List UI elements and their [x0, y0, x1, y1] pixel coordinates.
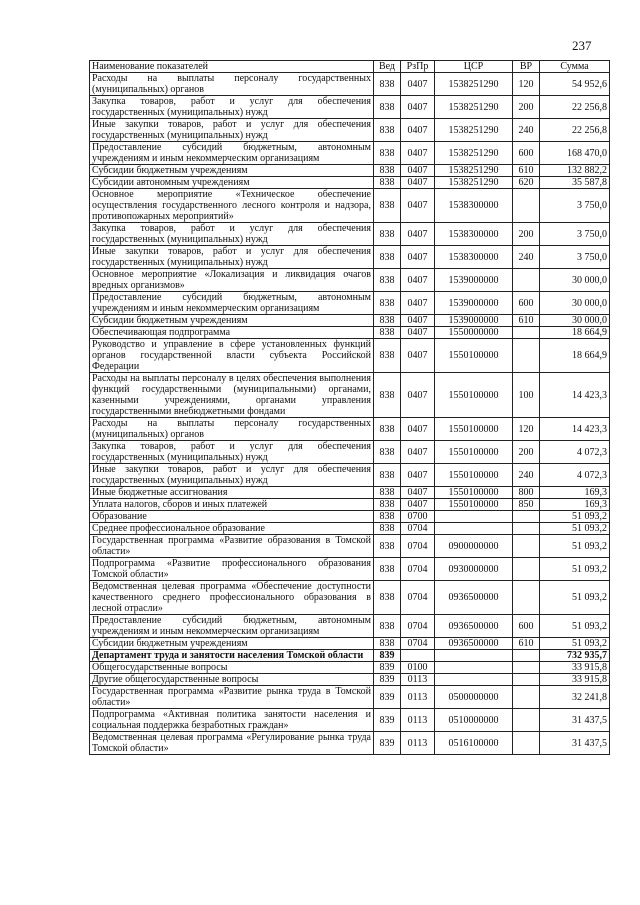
row-csr-cell: [435, 674, 513, 686]
row-name-cell: Субсидии бюджетным учреждениям: [90, 165, 374, 177]
row-name-cell: Субсидии бюджетным учреждениям: [90, 638, 374, 650]
table-row: [90, 246, 610, 269]
row-name-cell: Закупка товаров, работ и услуг для обеспечения государственных (муниципальных) нужд: [90, 223, 374, 246]
table-row: [90, 269, 610, 292]
row-vr-cell: 120: [513, 73, 540, 96]
table-row: [90, 709, 610, 732]
row-vr-cell: 610: [513, 165, 540, 177]
table-row: [90, 511, 610, 523]
row-vr-cell: [513, 339, 540, 373]
row-name-cell: Подпрограмма «Развитие профессионального образования Томской области»: [90, 558, 374, 581]
row-rzpr-cell: 0407: [401, 499, 435, 511]
row-rzpr-cell: 0407: [401, 418, 435, 441]
row-name-cell: Основное мероприятие «Техническое обеспечение осуществления государственного лесного контроля и надзора, противопожарных мероприятий»: [90, 189, 374, 223]
row-name-cell: Расходы на выплаты персоналу государственных (муниципальных) органов: [90, 418, 374, 441]
row-name-cell: Иные бюджетные ассигнования: [90, 487, 374, 499]
row-rzpr-cell: 0407: [401, 119, 435, 142]
table-row: [90, 732, 610, 755]
row-vr-cell: [513, 189, 540, 223]
row-sum-cell: 22 256,8: [540, 119, 610, 142]
row-ved-cell: 838: [374, 119, 401, 142]
row-rzpr-cell: 0407: [401, 292, 435, 315]
budget-table: [89, 60, 610, 755]
row-ved-cell: 838: [374, 327, 401, 339]
row-csr-cell: 1538251290: [435, 119, 513, 142]
row-name-cell: Расходы на выплаты персоналу в целях обеспечения выполнения функций государственными (муниципальными) органами, казенными учреждениями, органами управления государственными внебюджетными фондами: [90, 373, 374, 418]
row-vr-cell: [513, 511, 540, 523]
row-ved-cell: 839: [374, 674, 401, 686]
row-ved-cell: 838: [374, 315, 401, 327]
row-sum-cell: 33 915,8: [540, 674, 610, 686]
row-sum-cell: 169,3: [540, 487, 610, 499]
row-csr-cell: 1538251290: [435, 96, 513, 119]
header-name: Наименование показателей: [90, 61, 374, 73]
row-sum-cell: 14 423,3: [540, 418, 610, 441]
row-sum-cell: 18 664,9: [540, 339, 610, 373]
table-row: [90, 119, 610, 142]
row-name-cell: Закупка товаров, работ и услуг для обеспечения государственных (муниципальных) нужд: [90, 441, 374, 464]
row-rzpr-cell: 0407: [401, 373, 435, 418]
row-sum-cell: 30 000,0: [540, 292, 610, 315]
row-rzpr-cell: 0407: [401, 73, 435, 96]
row-csr-cell: 1538251290: [435, 177, 513, 189]
row-csr-cell: 1538251290: [435, 142, 513, 165]
row-csr-cell: 0900000000: [435, 535, 513, 558]
table-row: [90, 523, 610, 535]
row-sum-cell: 4 072,3: [540, 441, 610, 464]
row-rzpr-cell: 0407: [401, 246, 435, 269]
row-ved-cell: 838: [374, 523, 401, 535]
row-csr-cell: 1539000000: [435, 292, 513, 315]
row-name-cell: Основное мероприятие «Локализация и ликвидация очагов вредных организмов»: [90, 269, 374, 292]
row-rzpr-cell: 0407: [401, 464, 435, 487]
row-ved-cell: 838: [374, 511, 401, 523]
row-ved-cell: 838: [374, 615, 401, 638]
row-rzpr-cell: [401, 650, 435, 662]
row-ved-cell: 838: [374, 73, 401, 96]
row-rzpr-cell: 0407: [401, 269, 435, 292]
row-csr-cell: 0930000000: [435, 558, 513, 581]
table-row: [90, 441, 610, 464]
row-csr-cell: 1550100000: [435, 418, 513, 441]
row-rzpr-cell: 0407: [401, 223, 435, 246]
row-sum-cell: 132 882,2: [540, 165, 610, 177]
row-name-cell: Субсидии бюджетным учреждениям: [90, 315, 374, 327]
row-sum-cell: 31 437,5: [540, 732, 610, 755]
row-name-cell: Расходы на выплаты персоналу государственных (муниципальных) органов: [90, 73, 374, 96]
table-row: [90, 189, 610, 223]
row-name-cell: Уплата налогов, сборов и иных платежей: [90, 499, 374, 511]
table-row: [90, 96, 610, 119]
row-csr-cell: 1539000000: [435, 269, 513, 292]
row-ved-cell: 839: [374, 650, 401, 662]
row-ved-cell: 838: [374, 339, 401, 373]
row-sum-cell: 51 093,2: [540, 523, 610, 535]
row-vr-cell: 600: [513, 292, 540, 315]
row-sum-cell: 33 915,8: [540, 662, 610, 674]
row-ved-cell: 839: [374, 709, 401, 732]
row-vr-cell: [513, 674, 540, 686]
row-ved-cell: 838: [374, 373, 401, 418]
table-row: [90, 177, 610, 189]
row-ved-cell: 838: [374, 535, 401, 558]
row-vr-cell: [513, 558, 540, 581]
row-csr-cell: 1550100000: [435, 464, 513, 487]
row-ved-cell: 839: [374, 732, 401, 755]
table-row: [90, 487, 610, 499]
row-vr-cell: 240: [513, 119, 540, 142]
row-vr-cell: 600: [513, 142, 540, 165]
row-vr-cell: [513, 269, 540, 292]
row-name-cell: Государственная программа «Развитие рынка труда в Томской области»: [90, 686, 374, 709]
row-ved-cell: 838: [374, 581, 401, 615]
table-header-row: [90, 61, 610, 73]
row-name-cell: Иные закупки товаров, работ и услуг для обеспечения государственных (муниципальных) нужд: [90, 246, 374, 269]
row-vr-cell: 200: [513, 96, 540, 119]
row-ved-cell: 838: [374, 464, 401, 487]
row-name-cell: Предоставление субсидий бюджетным, автономным учреждениям и иным некоммерческим организациям: [90, 615, 374, 638]
row-csr-cell: [435, 650, 513, 662]
row-ved-cell: 838: [374, 177, 401, 189]
row-ved-cell: 838: [374, 487, 401, 499]
row-ved-cell: 838: [374, 292, 401, 315]
row-rzpr-cell: 0407: [401, 142, 435, 165]
row-csr-cell: 1538300000: [435, 189, 513, 223]
row-sum-cell: 3 750,0: [540, 189, 610, 223]
row-csr-cell: 1550100000: [435, 373, 513, 418]
row-rzpr-cell: 0704: [401, 558, 435, 581]
row-rzpr-cell: 0407: [401, 177, 435, 189]
header-rzpr: РзПр: [401, 61, 435, 73]
row-ved-cell: 838: [374, 96, 401, 119]
table-row: [90, 165, 610, 177]
row-csr-cell: 1550000000: [435, 327, 513, 339]
row-sum-cell: 3 750,0: [540, 223, 610, 246]
row-sum-cell: 51 093,2: [540, 638, 610, 650]
row-sum-cell: 35 587,8: [540, 177, 610, 189]
row-vr-cell: 610: [513, 315, 540, 327]
row-ved-cell: 838: [374, 558, 401, 581]
row-sum-cell: 30 000,0: [540, 269, 610, 292]
row-ved-cell: 838: [374, 223, 401, 246]
row-csr-cell: 1550100000: [435, 441, 513, 464]
row-vr-cell: 240: [513, 464, 540, 487]
row-sum-cell: 169,3: [540, 499, 610, 511]
row-rzpr-cell: 0113: [401, 732, 435, 755]
row-vr-cell: [513, 650, 540, 662]
table-row: [90, 686, 610, 709]
row-sum-cell: 31 437,5: [540, 709, 610, 732]
row-csr-cell: 0936500000: [435, 638, 513, 650]
row-name-cell: Обеспечивающая подпрограмма: [90, 327, 374, 339]
row-csr-cell: 1538251290: [435, 165, 513, 177]
row-rzpr-cell: 0704: [401, 523, 435, 535]
table-row: [90, 142, 610, 165]
row-rzpr-cell: 0407: [401, 487, 435, 499]
table-row: [90, 315, 610, 327]
row-vr-cell: [513, 327, 540, 339]
row-rzpr-cell: 0407: [401, 165, 435, 177]
table-body: [90, 73, 610, 755]
row-vr-cell: 620: [513, 177, 540, 189]
row-sum-cell: 51 093,2: [540, 581, 610, 615]
row-vr-cell: [513, 662, 540, 674]
row-csr-cell: 0936500000: [435, 615, 513, 638]
table-row: [90, 674, 610, 686]
row-sum-cell: 14 423,3: [540, 373, 610, 418]
row-rzpr-cell: 0100: [401, 662, 435, 674]
row-sum-cell: 51 093,2: [540, 511, 610, 523]
table-row: [90, 535, 610, 558]
row-csr-cell: 1538300000: [435, 246, 513, 269]
row-ved-cell: 839: [374, 662, 401, 674]
row-sum-cell: 51 093,2: [540, 558, 610, 581]
row-csr-cell: 1539000000: [435, 315, 513, 327]
row-sum-cell: 18 664,9: [540, 327, 610, 339]
row-name-cell: Ведомственная целевая программа «Обеспечение доступности качественного среднего профессионального образования в лесной отрасли»: [90, 581, 374, 615]
table-row: [90, 223, 610, 246]
row-csr-cell: 1550100000: [435, 499, 513, 511]
row-rzpr-cell: 0113: [401, 674, 435, 686]
row-vr-cell: 200: [513, 223, 540, 246]
table-row: [90, 418, 610, 441]
row-name-cell: Подпрограмма «Активная политика занятости населения и социальная поддержка безработных граждан»: [90, 709, 374, 732]
row-csr-cell: 1550100000: [435, 487, 513, 499]
table-row: [90, 615, 610, 638]
row-rzpr-cell: 0407: [401, 315, 435, 327]
row-sum-cell: 30 000,0: [540, 315, 610, 327]
row-ved-cell: 838: [374, 418, 401, 441]
row-ved-cell: 838: [374, 246, 401, 269]
row-vr-cell: 610: [513, 638, 540, 650]
row-vr-cell: 200: [513, 441, 540, 464]
row-sum-cell: 732 935,7: [540, 650, 610, 662]
row-vr-cell: [513, 523, 540, 535]
row-sum-cell: 3 750,0: [540, 246, 610, 269]
row-vr-cell: 600: [513, 615, 540, 638]
row-vr-cell: 850: [513, 499, 540, 511]
row-csr-cell: 1550100000: [435, 339, 513, 373]
row-rzpr-cell: 0113: [401, 686, 435, 709]
row-csr-cell: [435, 511, 513, 523]
row-name-cell: Государственная программа «Развитие образования в Томской области»: [90, 535, 374, 558]
row-vr-cell: [513, 732, 540, 755]
row-vr-cell: [513, 581, 540, 615]
row-rzpr-cell: 0407: [401, 327, 435, 339]
row-name-cell: Предоставление субсидий бюджетным, автономным учреждениям и иным некоммерческим организациям: [90, 142, 374, 165]
row-rzpr-cell: 0704: [401, 535, 435, 558]
table-row: [90, 339, 610, 373]
row-rzpr-cell: 0407: [401, 441, 435, 464]
row-sum-cell: 51 093,2: [540, 615, 610, 638]
row-csr-cell: [435, 523, 513, 535]
row-sum-cell: 4 072,3: [540, 464, 610, 487]
row-rzpr-cell: 0407: [401, 339, 435, 373]
row-sum-cell: 168 470,0: [540, 142, 610, 165]
row-name-cell: Среднее профессиональное образование: [90, 523, 374, 535]
row-csr-cell: 0936500000: [435, 581, 513, 615]
row-name-cell: Закупка товаров, работ и услуг для обеспечения государственных (муниципальных) нужд: [90, 96, 374, 119]
row-name-cell: Образование: [90, 511, 374, 523]
page-number: 237: [572, 38, 592, 53]
row-vr-cell: 800: [513, 487, 540, 499]
header-sum: Сумма: [540, 61, 610, 73]
row-ved-cell: 838: [374, 142, 401, 165]
row-csr-cell: 0500000000: [435, 686, 513, 709]
row-rzpr-cell: 0113: [401, 709, 435, 732]
row-ved-cell: 838: [374, 165, 401, 177]
row-csr-cell: 1538251290: [435, 73, 513, 96]
row-sum-cell: 32 241,8: [540, 686, 610, 709]
row-name-cell: Иные закупки товаров, работ и услуг для обеспечения государственных (муниципальных) нужд: [90, 119, 374, 142]
table-row: [90, 499, 610, 511]
table-row: [90, 662, 610, 674]
row-csr-cell: [435, 662, 513, 674]
row-ved-cell: 838: [374, 189, 401, 223]
row-csr-cell: 1538300000: [435, 223, 513, 246]
row-name-cell: Другие общегосударственные вопросы: [90, 674, 374, 686]
header-vr: ВР: [513, 61, 540, 73]
table-row: [90, 650, 610, 662]
table-row: [90, 373, 610, 418]
row-sum-cell: 22 256,8: [540, 96, 610, 119]
row-rzpr-cell: 0700: [401, 511, 435, 523]
table-row: [90, 638, 610, 650]
row-vr-cell: 100: [513, 373, 540, 418]
row-sum-cell: 51 093,2: [540, 535, 610, 558]
header-csr: ЦСР: [435, 61, 513, 73]
row-vr-cell: [513, 686, 540, 709]
row-name-cell: Департамент труда и занятости населения Томской области: [90, 650, 374, 662]
row-ved-cell: 839: [374, 686, 401, 709]
row-name-cell: Общегосударственные вопросы: [90, 662, 374, 674]
row-sum-cell: 54 952,6: [540, 73, 610, 96]
row-rzpr-cell: 0704: [401, 581, 435, 615]
row-name-cell: Ведомственная целевая программа «Регулирование рынка труда Томской области»: [90, 732, 374, 755]
table-row: [90, 464, 610, 487]
row-rzpr-cell: 0407: [401, 189, 435, 223]
row-rzpr-cell: 0704: [401, 615, 435, 638]
row-rzpr-cell: 0407: [401, 96, 435, 119]
header-ved: Вед: [374, 61, 401, 73]
table-row: [90, 581, 610, 615]
row-vr-cell: [513, 709, 540, 732]
table-row: [90, 73, 610, 96]
table-row: [90, 558, 610, 581]
table-row: [90, 327, 610, 339]
row-name-cell: Субсидии автономным учреждениям: [90, 177, 374, 189]
row-ved-cell: 838: [374, 499, 401, 511]
row-ved-cell: 838: [374, 441, 401, 464]
row-csr-cell: 0510000000: [435, 709, 513, 732]
row-vr-cell: 120: [513, 418, 540, 441]
row-ved-cell: 838: [374, 269, 401, 292]
row-vr-cell: 240: [513, 246, 540, 269]
row-name-cell: Руководство и управление в сфере установленных функций органов государственной власти субъекта Российской Федерации: [90, 339, 374, 373]
row-csr-cell: 0516100000: [435, 732, 513, 755]
row-ved-cell: 838: [374, 638, 401, 650]
row-vr-cell: [513, 535, 540, 558]
row-name-cell: Иные закупки товаров, работ и услуг для обеспечения государственных (муниципальных) нужд: [90, 464, 374, 487]
table-row: [90, 292, 610, 315]
row-name-cell: Предоставление субсидий бюджетным, автономным учреждениям и иным некоммерческим организациям: [90, 292, 374, 315]
row-rzpr-cell: 0704: [401, 638, 435, 650]
